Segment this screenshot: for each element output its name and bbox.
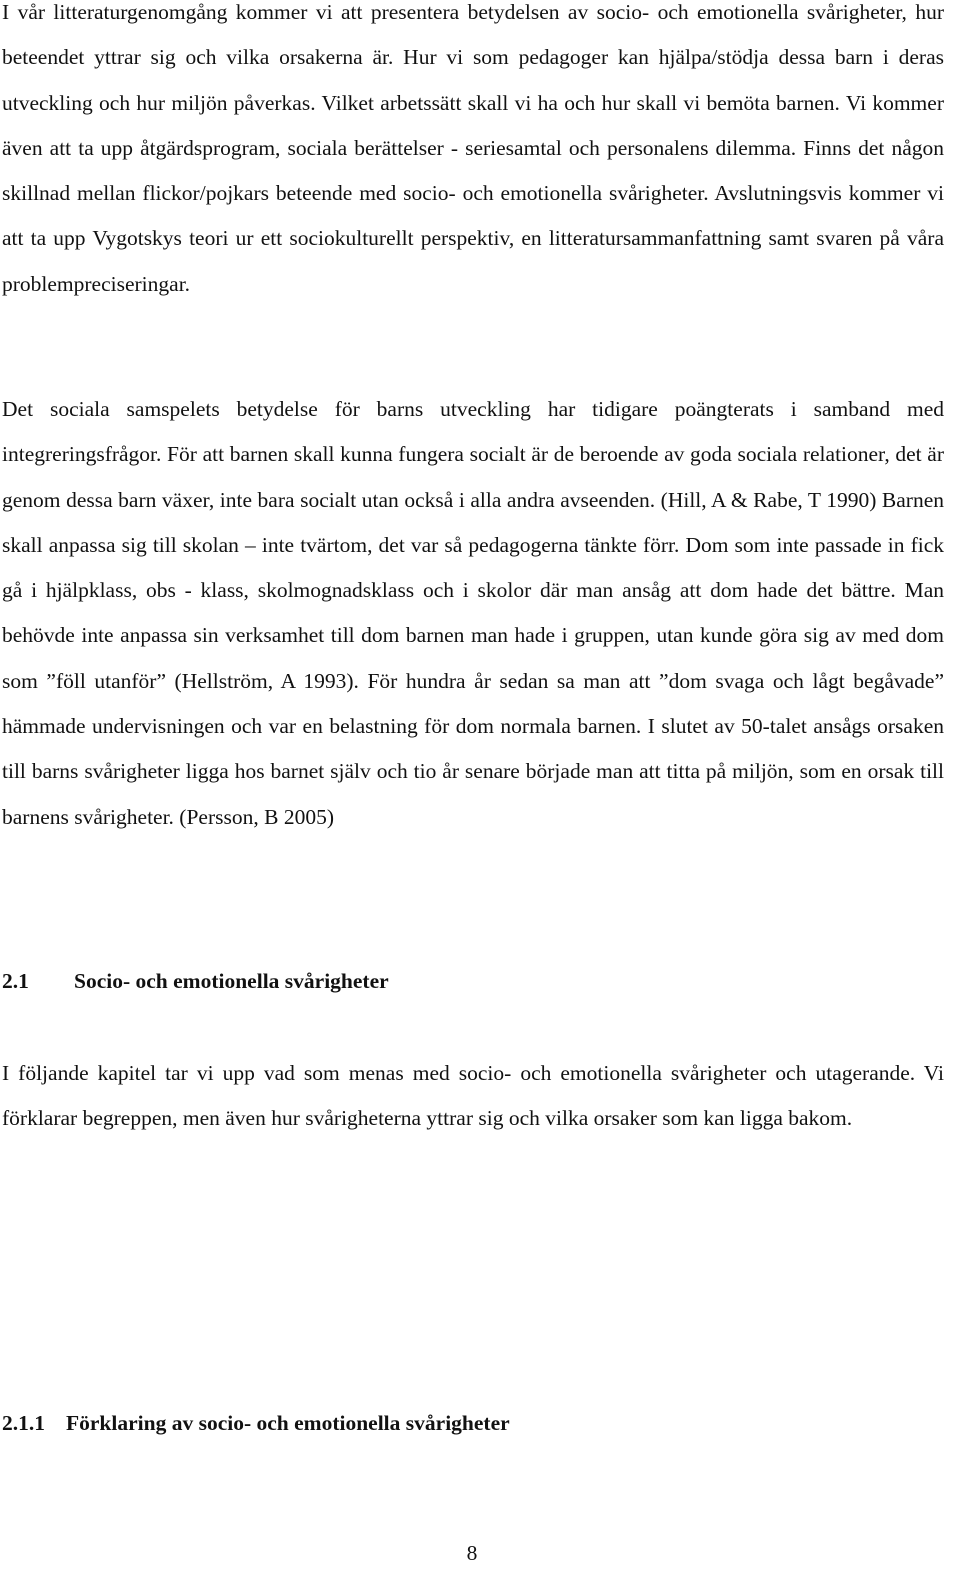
subsection-number: 2.1.1	[2, 1411, 45, 1435]
body-paragraph-intro: I vår litteraturgenomgång kommer vi att presentera betydelsen av socio- och emotionella svårigheter, hur beteendet yttrar sig och vilka orsakerna är. Hur vi som pedagoger kan hjälpa/stödja dessa barn i deras utveckling och hur miljön påverkas. Vilket arbetssätt skall vi ha och hur skall vi bemöta barnen. Vi kommer även att ta upp åtgärdsprogram, sociala berättelser - seriesamtal och personalens dilemma. Finns det någon skillnad mellan flickor/pojkars beteende med socio- och emotionella svårigheter. Avslutningsvis kommer vi att ta upp Vygotskys teori ur ett sociokulturellt perspektiv, en litteratursammanfattning samt svaren på våra problempreciseringar.	[2, 0, 944, 296]
body-paragraph-chapter-intro: I följande kapitel tar vi upp vad som menas med socio- och emotionella svårigheter och utagerande. Vi förklarar begreppen, men även hur svårigheterna yttrar sig och vilka orsaker som kan ligga bakom.	[2, 1061, 944, 1131]
section-number: 2.1	[2, 969, 29, 993]
subsection-title: Förklaring av socio- och emotionella svårigheter	[66, 1411, 510, 1435]
body-paragraph-social-interaction: Det sociala samspelets betydelse för barns utveckling har tidigare poängterats i samband med integreringsfrågor. För att barnen skall kunna fungera socialt är de beroende av goda sociala relationer, det är genom dessa barn växer, inte bara socialt utan också i alla andra avseenden. (Hill, A & Rabe, T 1990) Barnen skall anpassa sig till skolan – inte tvärtom, det var så pedagogerna tänkte förr. Dom som inte passade in fick gå i hjälpklass, obs - klass, skolmognadsklass och i skolor där man ansåg att dom hade det bättre. Man behövde inte anpassa sin verksamhet till dom barnen man hade i gruppen, utan kunde göra sig av med dom som ”föll utanför” (Hellström, A 1993). För hundra år sedan sa man att ”dom svaga och lågt begåvade” hämmade undervisningen och var en belastning för dom normala barnen. I slutet av 50-talet ansågs orsaken till barns svårigheter ligga hos barnet själv och tio år senare började man att titta på miljön, som en orsak till barnens svårigheter. (Persson, B 2005)	[2, 397, 944, 829]
section-title: Socio- och emotionella svårigheter	[74, 969, 389, 993]
subsection-heading	[2, 1408, 510, 1438]
page-number: 8	[466, 1541, 478, 1565]
section-heading	[2, 966, 389, 996]
